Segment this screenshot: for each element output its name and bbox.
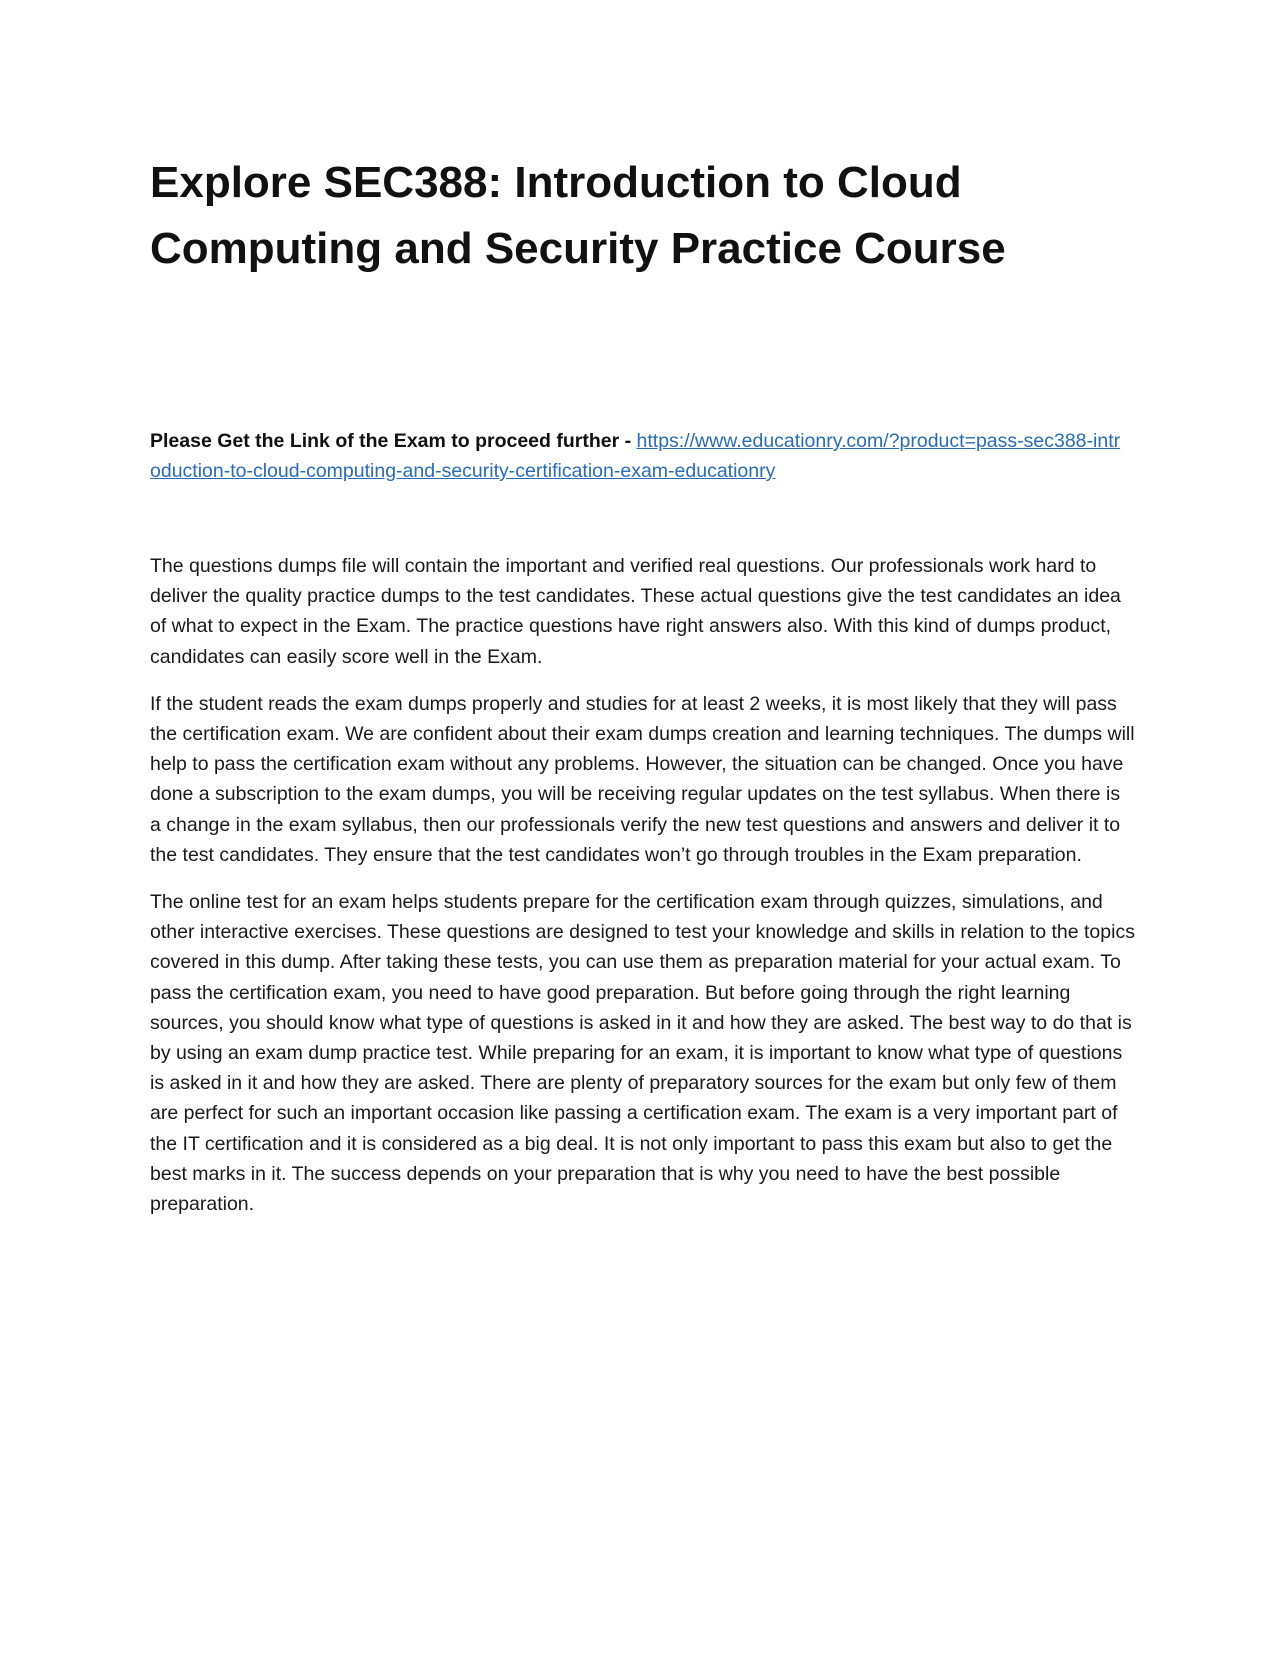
paragraph: The questions dumps file will contain the important and verified real questions. Our professionals work hard to deliver the quality practice dumps to the test candidates. These actual questions give the test candidates an idea of what to expect in the Exam. The practice questions have right answers also. With this kind of dumps product, candidates can easily score well in the Exam. [150, 555, 1121, 668]
exam-link-paragraph [150, 426, 1130, 486]
exam-link-label: Please Get the Link of the Exam to proceed further - [150, 430, 637, 452]
paragraph: The online test for an exam helps students prepare for the certification exam through quizzes, simulations, and other interactive exercises. These questions are designed to test your knowledge and skills in relation to the topics covered in this dump. After taking these tests, you can use them as preparation material for your actual exam. To pass the certification exam, you need to have good preparation. But before going through the right learning sources, you should know what type of questions is asked in it and how they are asked. The best way to do that is by using an exam dump practice test. While preparing for an exam, it is important to know what type of questions is asked in it and how they are asked. There are plenty of preparatory sources for the exam but only few of them are perfect for such an important occasion like passing a certification exam. The exam is a very important part of the IT certification and it is considered as a big deal. It is not only important to pass this exam but also to get the best marks in it. The success depends on your preparation that is why you need to have the best possible preparation. [150, 891, 1135, 1216]
exam-link[interactable]: https://www.educationry.com/?product=pass-sec388-introduction-to-cloud-computing-and-security-certification-exam-educationry [150, 430, 1121, 482]
paragraph: If the student reads the exam dumps properly and studies for at least 2 weeks, it is most likely that they will pass the certification exam. We are confident about their exam dumps creation and learning techniques. The dumps will help to pass the certification exam without any problems. However, the situation can be changed. Once you have done a subscription to the exam dumps, you will be receiving regular updates on the test syllabus. When there is a change in the exam syllabus, then our professionals verify the new test questions and answers and deliver it to the test candidates. They ensure that the test candidates won’t go through troubles in the Exam preparation. [150, 692, 1135, 866]
body-text [150, 551, 1135, 1236]
page-title: Explore SEC388: Introduction to Cloud Computing and Security Practice Course [150, 158, 1006, 273]
